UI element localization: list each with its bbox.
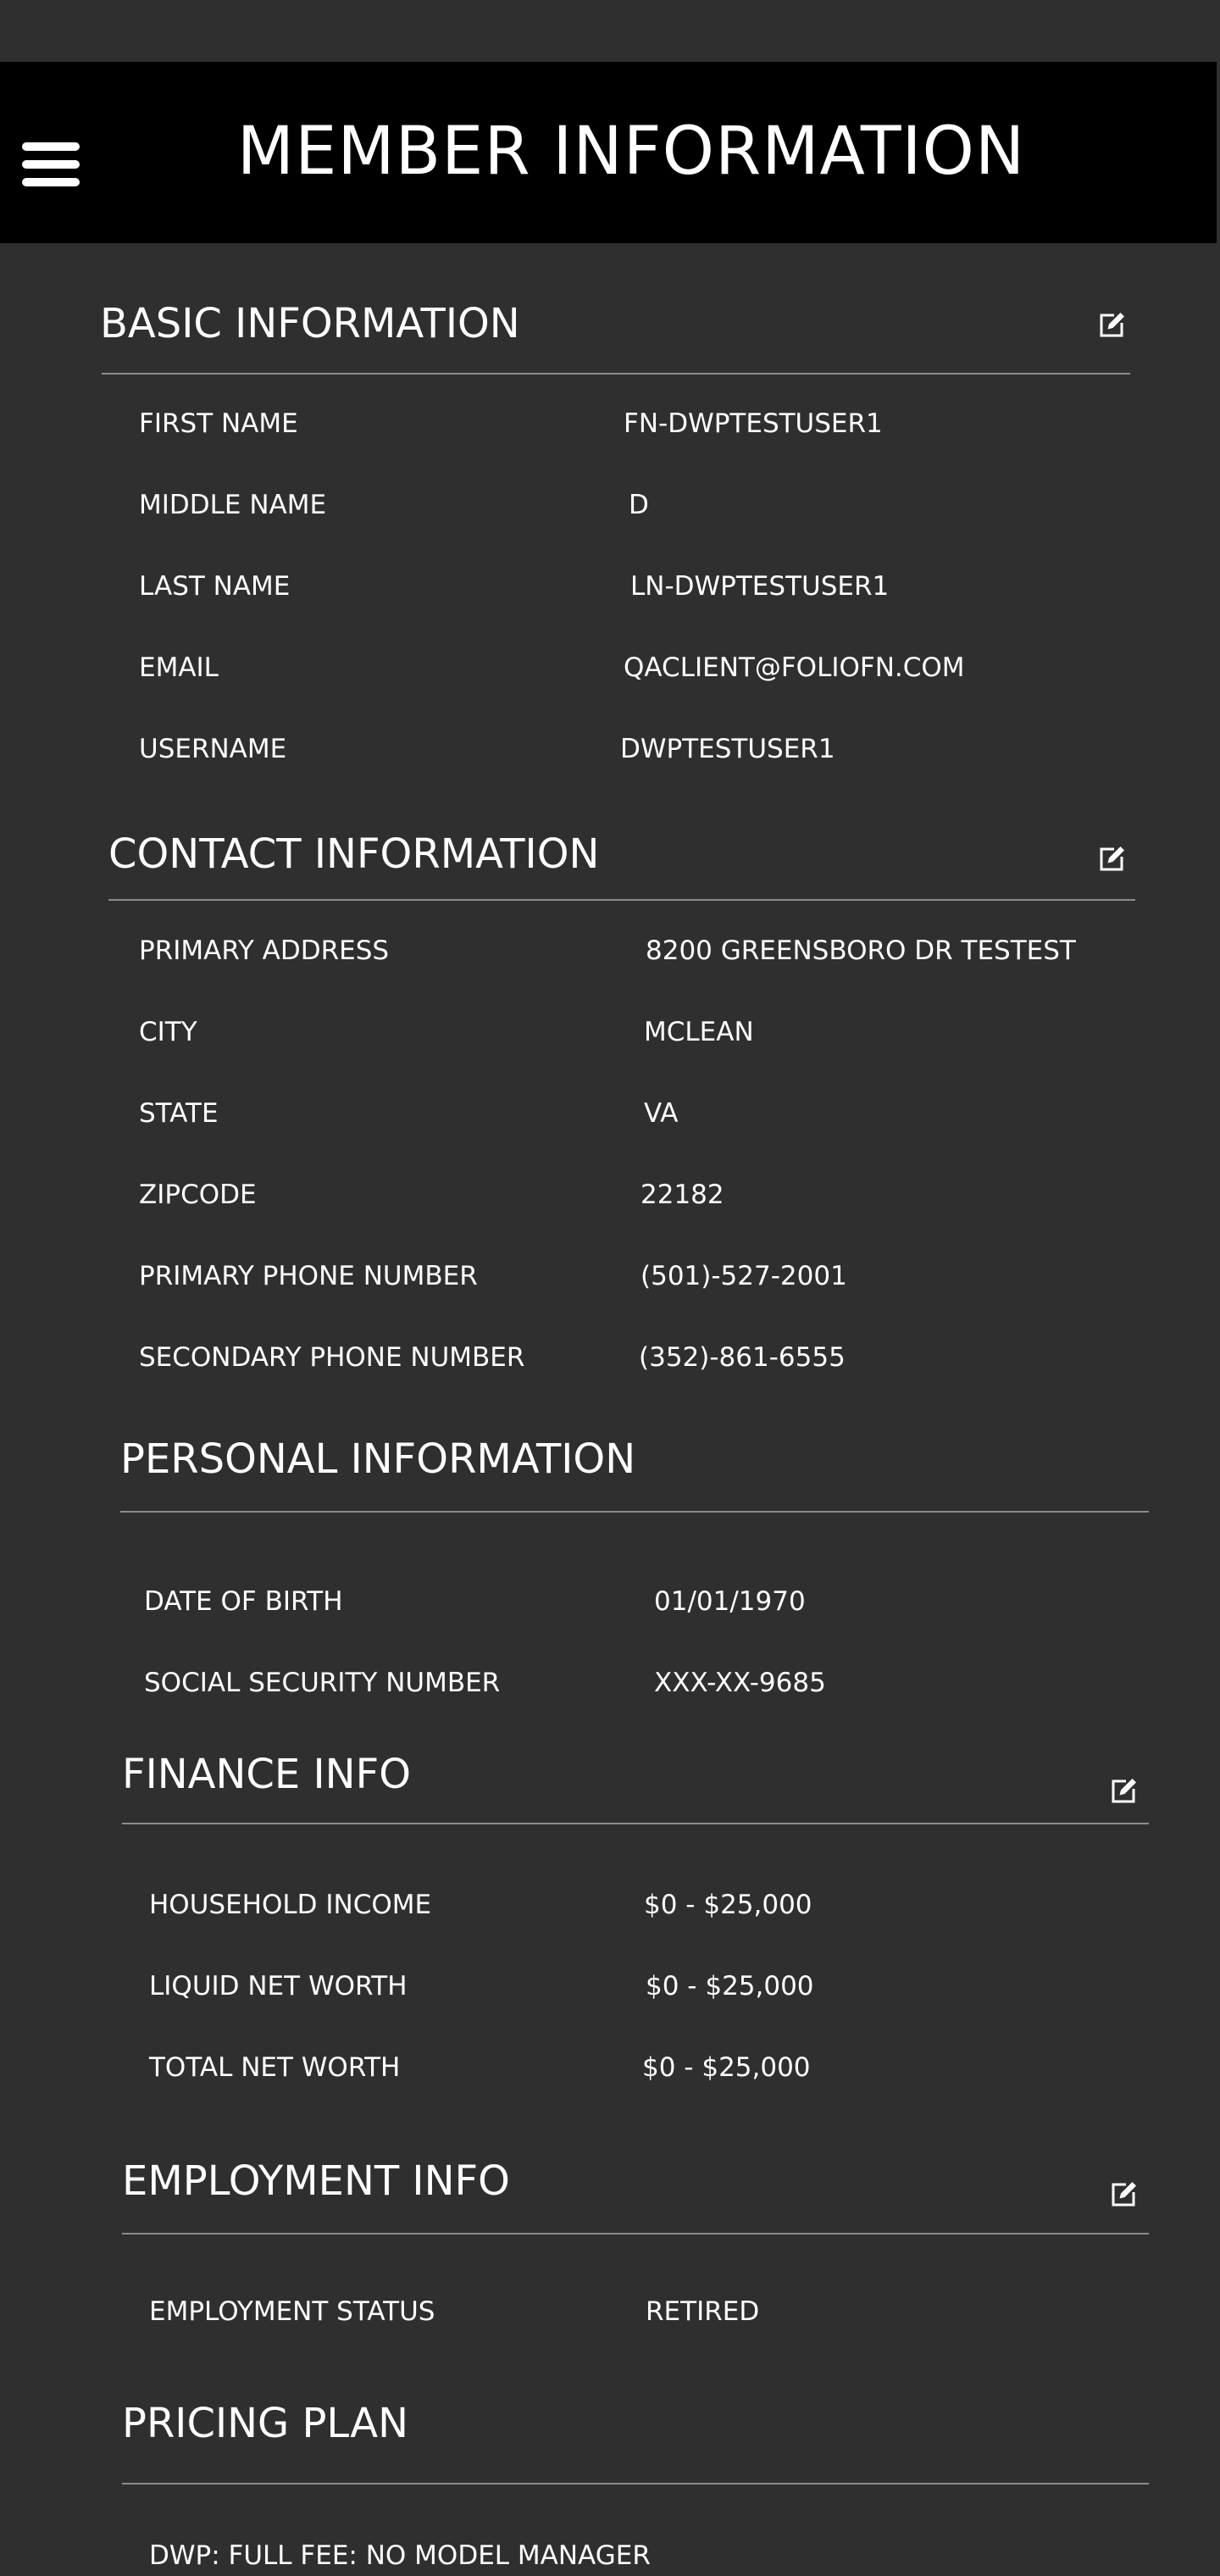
info-row-email — [100, 651, 1134, 685]
row-value: D — [629, 490, 649, 520]
row-label: STATE — [139, 1098, 219, 1129]
info-row-household-income — [122, 1888, 1156, 1922]
edit-icon[interactable] — [1096, 844, 1127, 874]
row-value: FN-DWPTESTUSER1 — [624, 408, 883, 439]
row-label: CITY — [139, 1017, 197, 1047]
contact-information-section — [108, 832, 1142, 1374]
row-label: EMPLOYMENT STATUS — [149, 2296, 435, 2327]
row-label: TOTAL NET WORTH — [149, 2052, 401, 2083]
section-title-personal: PERSONAL INFORMATION — [120, 1435, 636, 1483]
info-row-username — [100, 732, 1134, 766]
row-label: ZIPCODE — [139, 1180, 257, 1210]
row-value: (501)-527-2001 — [640, 1261, 847, 1291]
info-row-employment-status — [122, 2295, 1156, 2329]
header-bar — [0, 62, 1217, 243]
row-value: DWPTESTUSER1 — [620, 734, 835, 764]
row-value: $0 - $25,000 — [644, 1890, 812, 1920]
info-row-first-name — [100, 407, 1134, 441]
section-divider — [120, 1511, 1149, 1513]
section-divider — [122, 2483, 1149, 2484]
edit-icon[interactable] — [1108, 2179, 1139, 2210]
row-value: 8200 GREENSBORO DR TESTEST — [646, 935, 1076, 966]
info-row-date-of-birth — [120, 1585, 1154, 1618]
row-label: MIDDLE NAME — [139, 490, 327, 520]
info-row-primary-phone — [108, 1259, 1142, 1293]
info-row-secondary-phone — [108, 1341, 1142, 1374]
info-row-last-name — [100, 569, 1134, 603]
basic-information-section — [100, 302, 1134, 776]
pricing-plan-section — [122, 2401, 1156, 2571]
row-label: PRIMARY PHONE NUMBER — [139, 1261, 478, 1291]
row-value: (352)-861-6555 — [639, 1342, 846, 1373]
section-divider — [108, 899, 1135, 901]
row-label: FIRST NAME — [139, 408, 298, 439]
finance-info-section — [122, 1752, 1156, 2091]
row-label: USERNAME — [139, 734, 287, 764]
section-title-employment: EMPLOYMENT INFO — [122, 2157, 510, 2205]
info-row-liquid-net-worth — [122, 1969, 1156, 2003]
section-title-basic: BASIC INFORMATION — [100, 300, 520, 347]
section-divider — [122, 2233, 1149, 2235]
section-title-pricing: PRICING PLAN — [122, 2400, 409, 2447]
row-value: $0 - $25,000 — [646, 1971, 814, 2001]
info-row-zipcode — [108, 1178, 1142, 1212]
row-value: MCLEAN — [644, 1017, 754, 1047]
info-row-middle-name — [100, 488, 1134, 522]
row-value: QACLIENT@FOLIOFN.COM — [624, 652, 965, 683]
personal-information-section — [120, 1435, 1154, 1698]
row-value: RETIRED — [646, 2296, 760, 2327]
section-title-contact: CONTACT INFORMATION — [108, 830, 600, 878]
row-label: HOUSEHOLD INCOME — [149, 1890, 432, 1920]
info-row-city — [108, 1015, 1142, 1049]
section-divider — [102, 373, 1130, 375]
row-value: 22182 — [640, 1180, 724, 1210]
edit-icon[interactable] — [1096, 310, 1127, 341]
info-row-pricing-plan — [122, 2539, 1156, 2573]
row-value: LN-DWPTESTUSER1 — [630, 571, 890, 602]
row-label: DATE OF BIRTH — [144, 1586, 343, 1617]
edit-icon[interactable] — [1108, 1776, 1139, 1807]
info-row-total-net-worth — [122, 2051, 1156, 2085]
row-value: $0 - $25,000 — [642, 2052, 811, 2083]
info-row-ssn — [120, 1666, 1154, 1700]
row-label: SECONDARY PHONE NUMBER — [139, 1342, 525, 1373]
employment-info-section — [122, 2159, 1156, 2329]
row-label: EMAIL — [139, 652, 219, 683]
section-title-finance: FINANCE INFO — [122, 1751, 411, 1798]
row-label: SOCIAL SECURITY NUMBER — [144, 1668, 501, 1698]
hamburger-menu-icon[interactable] — [22, 142, 80, 186]
page-title: MEMBER INFORMATION — [236, 114, 1026, 190]
pricing-plan-value: DWP: FULL FEE: NO MODEL MANAGER — [149, 2540, 651, 2571]
row-value: 01/01/1970 — [654, 1586, 806, 1617]
section-divider — [122, 1823, 1149, 1824]
info-row-state — [108, 1096, 1142, 1130]
row-label: LAST NAME — [139, 571, 291, 602]
info-row-primary-address — [108, 934, 1142, 968]
row-label: LIQUID NET WORTH — [149, 1971, 408, 2001]
row-value: XXX-XX-9685 — [654, 1668, 826, 1698]
row-label: PRIMARY ADDRESS — [139, 935, 390, 966]
row-value: VA — [644, 1098, 679, 1129]
